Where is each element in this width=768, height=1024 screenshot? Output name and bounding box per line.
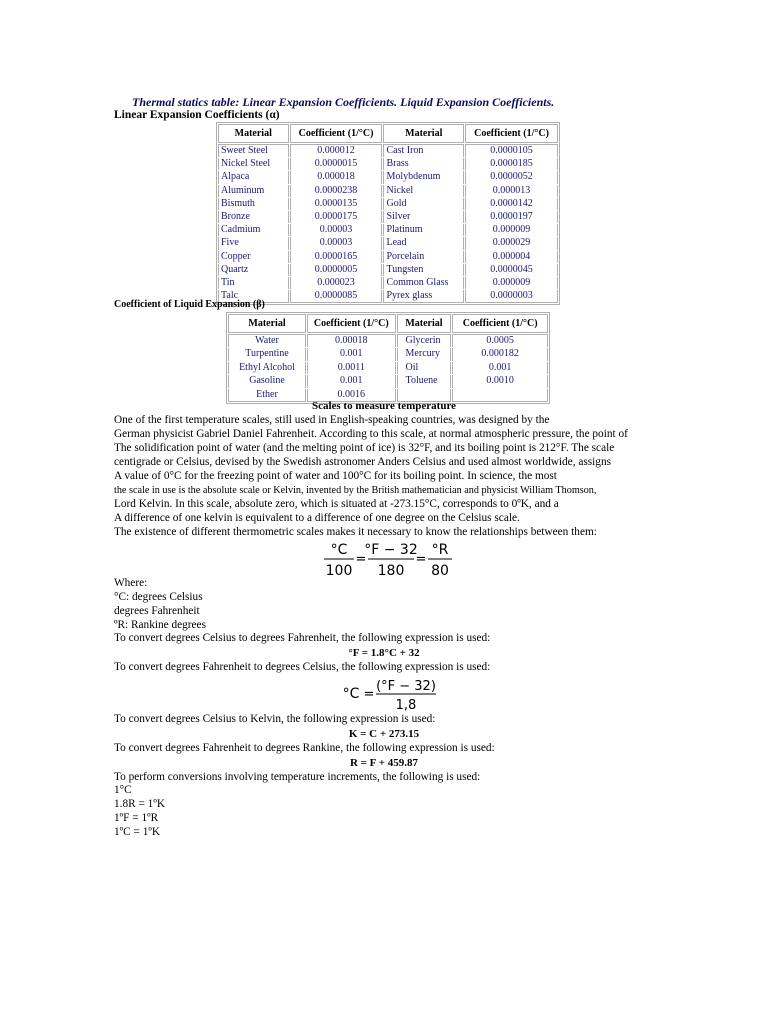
table-row xyxy=(218,144,558,157)
increment-line: 1°C xyxy=(114,784,132,796)
equation-numerator: °F − 32 xyxy=(364,542,418,558)
increment-line: 1ºF = 1ºR xyxy=(114,812,159,824)
material-cell: Oil xyxy=(397,362,452,374)
material-cell: Gasoline xyxy=(228,375,306,387)
equals-sign: = xyxy=(415,552,427,567)
paragraph-line: Lord Kelvin. In this scale, absolute zero, which is situated at -273.15°C, corresponds to 0ºK, and a xyxy=(114,498,559,510)
equation-denominator: 180 xyxy=(377,563,405,579)
paragraph-line: The solidification point of water (and the melting point of ice) is 32°F, and its boiling point is 212°F. The scale xyxy=(114,442,615,454)
coefficient-cell: 0.000012 xyxy=(290,144,383,157)
column-header: Coefficient (1/°C) xyxy=(307,314,396,333)
table-row xyxy=(218,185,558,197)
material-cell: Water xyxy=(228,334,306,347)
coefficient-cell: 0.00003 xyxy=(290,237,383,249)
material-cell: Gold xyxy=(383,198,464,210)
column-header: Coefficient (1/°C) xyxy=(465,124,558,143)
coefficient-cell: 0.001 xyxy=(307,375,396,387)
material-cell: Cadmium xyxy=(218,224,289,236)
equation-denominator: 100 xyxy=(325,563,353,579)
material-cell: Silver xyxy=(383,211,464,223)
coefficient-cell: 0.0000197 xyxy=(465,211,558,223)
material-cell: Copper xyxy=(218,251,289,263)
table-row xyxy=(228,334,548,347)
column-header: Material xyxy=(397,314,452,333)
coefficient-cell: 0.000009 xyxy=(465,277,558,289)
coefficient-cell: 0.0011 xyxy=(307,362,396,374)
celsius-to-kelvin-formula: K = C + 273.15 xyxy=(348,728,420,740)
coefficient-cell: 0.0000185 xyxy=(465,158,558,170)
material-cell: Toluene xyxy=(397,375,452,387)
increment-line: 1ºC = 1ºK xyxy=(114,826,161,838)
page-title: Thermal statics table: Linear Expansion Coefficients. Liquid Expansion Coefficients. xyxy=(132,95,555,109)
paragraph-line: One of the first temperature scales, still used in English-speaking countries, was designed by the xyxy=(114,414,550,426)
equation-numerator: °C xyxy=(330,542,348,558)
material-cell: Sweet Steel xyxy=(218,144,289,157)
material-cell: Brass xyxy=(383,158,464,170)
material-cell: Talc xyxy=(218,290,289,303)
temperature-relation-equation xyxy=(320,539,456,579)
material-cell: Pyrex glass xyxy=(383,290,464,303)
table-row xyxy=(218,158,558,170)
coefficient-cell: 0.0010 xyxy=(452,375,548,387)
material-cell: Aluminum xyxy=(218,185,289,197)
coefficient-cell: 0.0000165 xyxy=(290,251,383,263)
where-line: degrees Fahrenheit xyxy=(114,605,200,617)
table-row xyxy=(218,290,558,303)
material-cell: Common Glass xyxy=(383,277,464,289)
celsius-to-kelvin-text: To convert degrees Celsius to Kelvin, the following expression is used: xyxy=(114,713,436,725)
scales-heading: Scales to measure temperature xyxy=(311,400,457,412)
coefficient-cell: 0.0000045 xyxy=(465,264,558,276)
material-cell: Five xyxy=(218,237,289,249)
material-cell: Glycerin xyxy=(397,334,452,347)
material-cell: Porcelain xyxy=(383,251,464,263)
fahrenheit-to-rankine-text: To convert degrees Fahrenheit to degrees Rankine, the following expression is used: xyxy=(114,742,495,754)
table-row xyxy=(218,198,558,210)
coefficient-cell: 0.0000005 xyxy=(290,264,383,276)
paragraph-line: A value of 0°C for the freezing point of water and 100°C for its boiling point. In science, the most xyxy=(114,470,557,482)
where-line: Where: xyxy=(114,577,148,589)
coefficient-cell: 0.00003 xyxy=(290,224,383,236)
material-cell: Ether xyxy=(228,389,306,402)
material-cell: Mercury xyxy=(397,348,452,360)
equals-sign: = xyxy=(363,687,375,702)
coefficient-cell: 0.0000085 xyxy=(290,290,383,303)
column-header: Material xyxy=(218,124,289,143)
coefficient-cell: 0.001 xyxy=(307,348,396,360)
table-row xyxy=(228,375,548,387)
coefficient-cell: 0.000182 xyxy=(452,348,548,360)
material-cell: Nickel Steel xyxy=(218,158,289,170)
where-line: ºR: Rankine degrees xyxy=(114,619,206,631)
paragraph-line: A difference of one kelvin is equivalent to a difference of one degree on the Celsius scale. xyxy=(114,512,520,524)
coefficient-cell: 0.0000015 xyxy=(290,158,383,170)
liquid-expansion-heading: Coefficient of Liquid Expansion (β) xyxy=(114,299,265,310)
coefficient-cell: 0.0000105 xyxy=(465,144,558,157)
fahrenheit-to-celsius-text: To convert degrees Fahrenheit to degrees Celsius, the following expression is used: xyxy=(114,661,491,673)
liquid-expansion-table xyxy=(226,312,550,404)
equation-numerator: (°F − 32) xyxy=(376,679,436,694)
table-row xyxy=(218,224,558,236)
table-header-row xyxy=(218,124,558,143)
material-cell: Molybdenum xyxy=(383,171,464,183)
material-cell: Tin xyxy=(218,277,289,289)
coefficient-cell: 0.000013 xyxy=(465,185,558,197)
equation-denominator: 1,8 xyxy=(395,698,417,712)
paragraph-line: The existence of different thermometric scales makes it necessary to know the relationships between them: xyxy=(114,526,597,538)
material-cell: Platinum xyxy=(383,224,464,236)
column-header: Coefficient (1/°C) xyxy=(452,314,548,333)
coefficient-cell: 0.0016 xyxy=(307,389,396,402)
coefficient-cell: 0.000004 xyxy=(465,251,558,263)
table-row xyxy=(218,264,558,276)
material-cell: Ethyl Alcohol xyxy=(228,362,306,374)
coefficient-cell: 0.000009 xyxy=(465,224,558,236)
equation-numerator: °R xyxy=(431,542,449,558)
coefficient-cell: 0.0000052 xyxy=(465,171,558,183)
coefficient-cell: 0.0000142 xyxy=(465,198,558,210)
coefficient-cell: 0.000023 xyxy=(290,277,383,289)
table-row xyxy=(218,237,558,249)
table-row xyxy=(218,251,558,263)
material-cell: Cast Iron xyxy=(383,144,464,157)
table-row xyxy=(228,362,548,374)
fahrenheit-to-celsius-equation xyxy=(340,676,440,712)
coefficient-cell: 0.0000238 xyxy=(290,185,383,197)
material-cell: Bismuth xyxy=(218,198,289,210)
celsius-to-fahrenheit-formula: °F = 1.8°C + 32 xyxy=(348,647,420,659)
equals-sign: = xyxy=(355,552,367,567)
material-cell: Nickel xyxy=(383,185,464,197)
coefficient-cell: 0.000029 xyxy=(465,237,558,249)
material-cell: Tungsten xyxy=(383,264,464,276)
celsius-to-fahrenheit-text: To convert degrees Celsius to degrees Fahrenheit, the following expression is used: xyxy=(114,632,491,644)
coefficient-cell: 0.001 xyxy=(452,362,548,374)
table-row xyxy=(218,277,558,289)
coefficient-cell: 0.000018 xyxy=(290,171,383,183)
equation-denominator: 80 xyxy=(431,563,449,579)
where-line: °C: degrees Celsius xyxy=(114,591,203,603)
material-cell: Turpentine xyxy=(228,348,306,360)
coefficient-cell: 0.0000135 xyxy=(290,198,383,210)
material-cell: Quartz xyxy=(218,264,289,276)
paragraph-line: German physicist Gabriel Daniel Fahrenheit. According to this scale, at normal atmospheric pressure, the point of xyxy=(114,428,628,440)
column-header: Coefficient (1/°C) xyxy=(290,124,383,143)
increments-text: To perform conversions involving temperature increments, the following is used: xyxy=(114,771,481,783)
table-row xyxy=(228,348,548,360)
column-header: Material xyxy=(383,124,464,143)
material-cell: Lead xyxy=(383,237,464,249)
column-header: Material xyxy=(228,314,306,333)
coefficient-cell: 0.0000175 xyxy=(290,211,383,223)
linear-expansion-heading: Linear Expansion Coefficients (α) xyxy=(114,109,280,121)
table-row xyxy=(218,211,558,223)
coefficient-cell: 0.0005 xyxy=(452,334,548,347)
increment-line: 1.8R = 1ºK xyxy=(114,798,165,810)
material-cell: Bronze xyxy=(218,211,289,223)
coefficient-cell: 0.00018 xyxy=(307,334,396,347)
table-row xyxy=(218,171,558,183)
equation-lhs: °C xyxy=(342,686,360,702)
paragraph-line: centigrade or Celsius, devised by the Swedish astronomer Anders Celsius and used almost worldwide, assigns xyxy=(114,456,611,468)
coefficient-cell: 0.0000003 xyxy=(465,290,558,303)
material-cell: Alpaca xyxy=(218,171,289,183)
fahrenheit-to-rankine-formula: R = F + 459.87 xyxy=(349,757,419,769)
linear-expansion-table xyxy=(216,122,560,305)
paragraph-line: the scale in use is the absolute scale or Kelvin, invented by the British mathematician and physicist William Thomson, xyxy=(114,485,597,496)
table-header-row xyxy=(228,314,548,333)
